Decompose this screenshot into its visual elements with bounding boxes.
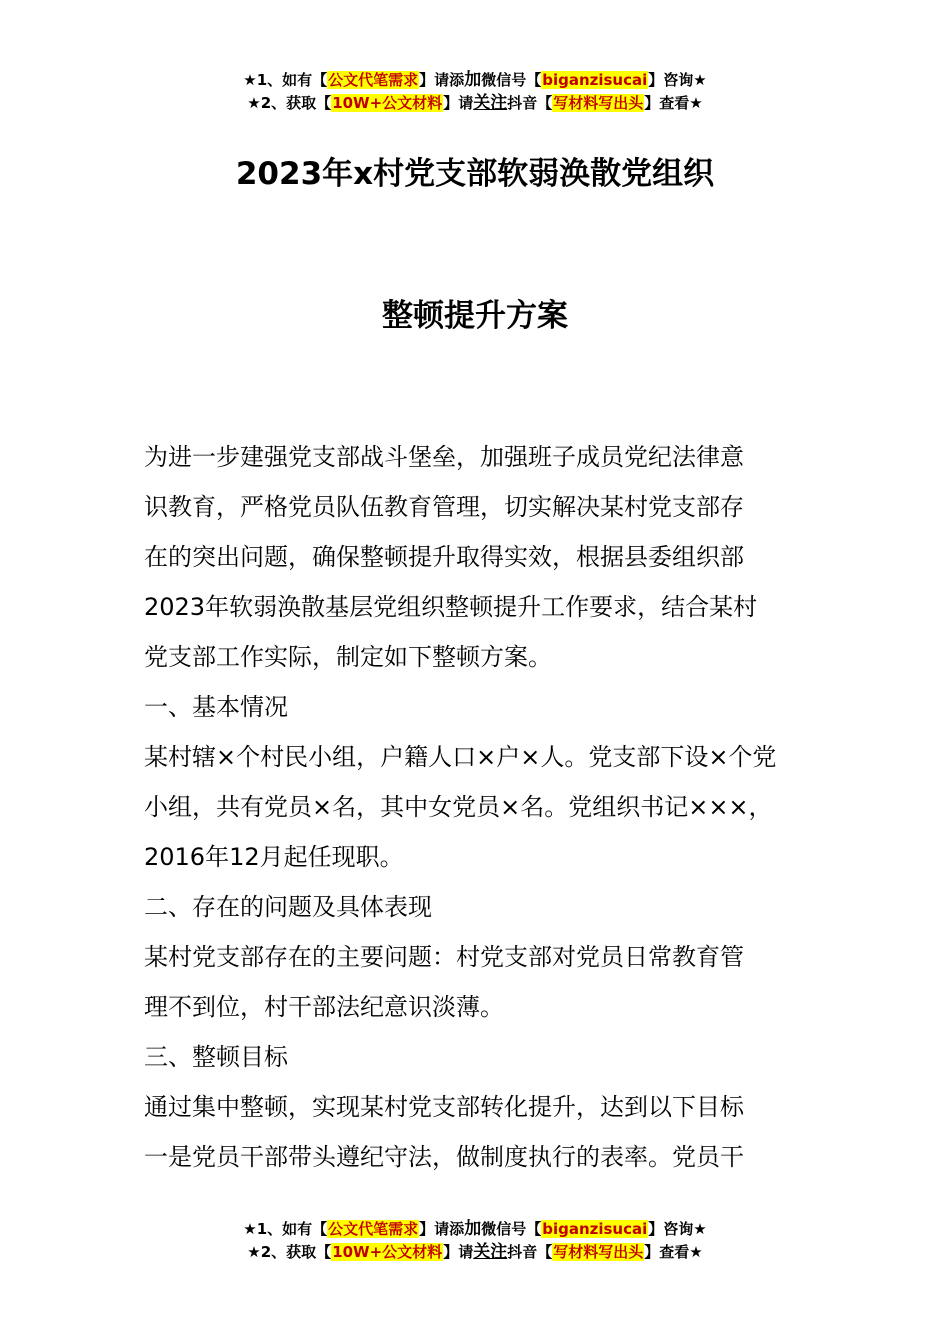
body-line: 一是党员干部带头遵纪守法，做制度执行的表率。党员干 [144, 1143, 744, 1171]
promo-text: 关注 [473, 1242, 508, 1262]
body-line: 2023年软弱涣散基层党组织整顿提升工作要求，结合某村 [144, 593, 758, 621]
body-line: 为进一步建强党支部战斗堡垒，加强班子成员党纪法律意 [144, 443, 744, 471]
promo-text: ★2、获取【 [247, 1243, 332, 1261]
promo-text: ★2、获取【 [247, 94, 332, 112]
body-line: 在的突出问题，确保整顿提升取得实效，根据县委组织部 [144, 543, 744, 571]
body-line: 党支部工作实际，制定如下整顿方案。 [144, 643, 552, 671]
body-line: 2016年12月起任现职。 [144, 843, 404, 871]
promo-text: 】请添 [419, 71, 465, 89]
document-title-line-1: 2023年x村党支部软弱涣散党组织 [235, 156, 715, 192]
promo-text: 】查看★ [644, 94, 703, 112]
section-heading: 一、基本情况 [144, 693, 288, 721]
promo-line-2 [0, 92, 950, 115]
promo-wechat-id: biganzisucai [542, 71, 648, 89]
promo-text: 抖音【 [507, 94, 553, 112]
promo-douyin-account: 写材料写出头 [553, 94, 644, 112]
promo-text: 】咨询★ [648, 1220, 707, 1238]
promo-line-1 [0, 69, 950, 92]
promo-text: 】请 [443, 94, 474, 112]
section-heading: 二、存在的问题及具体表现 [144, 893, 432, 921]
body-line: 某村党支部存在的主要问题：村党支部对党员日常教育管 [144, 943, 744, 971]
promo-line-1 [0, 1218, 950, 1241]
body-line: 某村辖×个村民小组，户籍人口×户×人。党支部下设×个党 [144, 743, 777, 771]
promo-text: 关注 [473, 93, 508, 113]
promo-line-2 [0, 1241, 950, 1264]
promo-highlight: 公文代笔需求 [328, 71, 419, 89]
body-line: 通过集中整顿，实现某村党支部转化提升，达到以下目标 [144, 1093, 744, 1121]
promo-highlight: 10W+公文材料 [332, 94, 443, 112]
promo-text: 】查看★ [644, 1243, 703, 1261]
promo-douyin-account: 写材料写出头 [553, 1243, 644, 1261]
promo-text: 抖音【 [507, 1243, 553, 1261]
promo-text: 】咨询★ [648, 71, 707, 89]
promo-text: 加 [464, 70, 482, 90]
section-heading: 三、整顿目标 [144, 1043, 288, 1071]
body-line: 小组，共有党员×名，其中女党员×名。党组织书记×××， [144, 793, 773, 821]
footer-promo-banner [0, 1218, 950, 1264]
body-line: 理不到位，村干部法纪意识淡薄。 [144, 993, 504, 1021]
body-line: 识教育，严格党员队伍教育管理，切实解决某村党支部存 [144, 493, 744, 521]
promo-text: 微信号【 [481, 71, 542, 89]
promo-highlight: 10W+公文材料 [332, 1243, 443, 1261]
promo-text: ★1、如有【 [243, 1220, 328, 1238]
document-title-line-2: 整顿提升方案 [382, 298, 568, 334]
promo-text: 】请 [443, 1243, 474, 1261]
promo-text: ★1、如有【 [243, 71, 328, 89]
header-promo-banner [0, 69, 950, 115]
promo-wechat-id: biganzisucai [542, 1220, 648, 1238]
promo-text: 】请添 [419, 1220, 465, 1238]
document-body [144, 432, 814, 1182]
promo-text: 加 [464, 1219, 482, 1239]
promo-text: 微信号【 [481, 1220, 542, 1238]
promo-highlight: 公文代笔需求 [328, 1220, 419, 1238]
